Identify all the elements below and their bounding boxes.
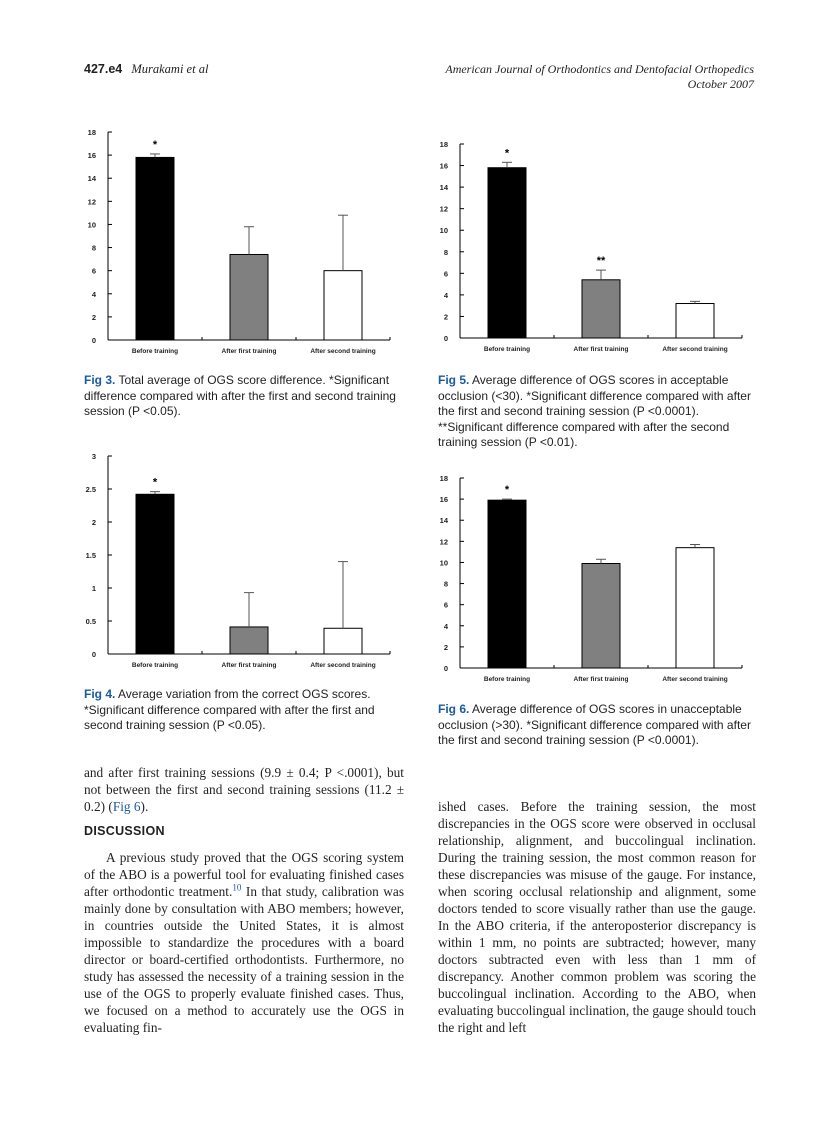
- fig3-y-tick-label: 14: [87, 174, 96, 184]
- fig5-bar: [582, 280, 620, 338]
- fig4-y-tick-label: 2.5: [85, 485, 96, 494]
- issue-date: October 2007: [687, 77, 754, 91]
- fig3-y-tick-label: 12: [87, 197, 96, 207]
- fig4-y-tick-label: 1.5: [85, 551, 96, 560]
- fig6-bar: [676, 548, 714, 668]
- fig3-bar-chart: [60, 120, 410, 360]
- left-p1-text: and after first training sessions (9.9 ± 0.4; P <.0001), but not between the first and second training sessions (11.2 ± 0.2) (: [84, 765, 404, 814]
- fig3-category-label: After first training: [221, 348, 277, 355]
- fig6-caption-label: Fig 6.: [438, 702, 470, 716]
- fig3-category-label: Before training: [131, 348, 179, 355]
- reference-10-link[interactable]: 10: [232, 882, 242, 893]
- fig5-category-label: Before training: [483, 346, 531, 353]
- fig5-y-tick-label: 6: [443, 269, 448, 279]
- fig5-caption-text: Average difference of OGS scores in acceptable occlusion (<30). *Significant difference compared with after the first and second training session (P <0.0001). **Significant difference compared with after the second training session (P <0.01).: [438, 373, 751, 450]
- running-authors: Murakami et al: [131, 62, 209, 76]
- left-p1-tail: ).: [140, 799, 149, 814]
- fig5-y-tick-label: 8: [443, 247, 448, 257]
- fig3-bar: [136, 157, 174, 340]
- fig5-y-tick-label: 4: [443, 290, 448, 300]
- left-p2-tail: In that study, calibration was mainly done by consultation with ABO members; however, in countries outside the United States, it is almost impossible to standardize the procedures with a board director or board-certified orthodontists. Furthermore, no study has assessed the necessity of a training session in the use of the OGS to properly evaluate finished cases. Thus, we focused on a method to accurately use the OGS in evaluating fin-: [84, 884, 404, 1035]
- fig3-y-tick-label: 10: [87, 220, 96, 230]
- fig3-caption-text: Total average of OGS score difference. *Significant difference compared with after the first and second training session (P <0.05).: [84, 373, 396, 419]
- fig5-category-label: After second training: [662, 346, 728, 353]
- fig6-category-label: After first training: [573, 676, 629, 683]
- fig5-caption-label: Fig 5.: [438, 373, 470, 387]
- fig4-category-label: After first training: [221, 662, 277, 669]
- fig4-caption-text: Average variation from the correct OGS scores. *Significant difference compared with after the first and second training session (P <0.05).: [84, 687, 375, 733]
- fig6-y-tick-label: 2: [443, 642, 448, 652]
- fig3-caption-label: Fig 3.: [84, 373, 116, 387]
- fig3-y-tick-label: 8: [91, 243, 96, 253]
- fig5-y-tick-label: 18: [439, 140, 448, 149]
- fig6-y-tick-label: 14: [439, 516, 448, 526]
- fig5-bar: [676, 304, 714, 338]
- fig3-category-label: After second training: [310, 348, 376, 355]
- fig3-y-tick-label: 0: [91, 336, 96, 345]
- fig3-bar: [230, 254, 268, 340]
- fig4-category-label: After second training: [310, 662, 376, 669]
- fig6-link[interactable]: Fig 6: [112, 799, 141, 814]
- journal-title: American Journal of Orthodontics and Dentofacial Orthopedics: [445, 62, 754, 76]
- fig5-y-tick-label: 0: [443, 334, 448, 343]
- fig3-y-tick-label: 6: [91, 266, 96, 276]
- fig4-y-tick-label: 0.5: [85, 617, 96, 626]
- fig6-bar: [582, 564, 620, 669]
- fig3-caption: [84, 373, 404, 420]
- running-header-left: [84, 62, 208, 77]
- fig5-y-tick-label: 16: [439, 161, 448, 171]
- fig6-caption: [438, 702, 756, 749]
- fig4-bar-chart: [60, 444, 410, 676]
- fig5-bar: [488, 168, 526, 338]
- fig6-y-tick-label: 16: [439, 495, 448, 505]
- fig4-caption: [84, 687, 404, 734]
- fig4-category-label: Before training: [131, 662, 179, 669]
- fig4-y-tick-label: 1: [91, 584, 96, 593]
- fig3-y-tick-label: 2: [91, 312, 96, 322]
- fig3-significance-marker: *: [152, 138, 158, 151]
- left-column-paragraph-1: [84, 764, 404, 815]
- fig6-y-tick-label: 8: [443, 579, 448, 589]
- fig4-bar: [324, 628, 362, 654]
- fig5-y-tick-label: 12: [439, 204, 448, 214]
- fig3-bar: [324, 271, 362, 340]
- fig6-y-tick-label: 0: [443, 664, 448, 673]
- fig6-significance-marker: *: [504, 484, 510, 497]
- fig6-bar: [488, 500, 526, 668]
- discussion-heading: DISCUSSION: [84, 824, 165, 838]
- left-p2-text: A previous study proved that the OGS scoring system of the ABO is a powerful tool for evaluating finished cases after orthodontic treatment.: [84, 850, 404, 899]
- running-header-right: [445, 62, 754, 92]
- fig4-y-tick-label: 0: [91, 650, 96, 659]
- fig3-y-tick-label: 18: [87, 128, 96, 137]
- fig5-y-tick-label: 10: [439, 226, 448, 236]
- right-p1-text: ished cases. Before the training session, the most discrepancies in the OGS score were observed in occlusal relationship, alignment, and buccolingual inclination. During the training session, the most common reason for these discrepancies was misuse of the gauge. For instance, when scoring occlusal relationship and alignment, some doctors tended to score visually rather than use the gauge. In the ABO criteria, if the anteroposterior discrepancy is within 1 mm, no points are subtracted; however, many doctors subtracted even with less than 1 mm of discrepancy. Another common problem was scoring the buccolingual inclination. According to the ABO, when evaluating buccolingual inclination, the gauge should touch the right and left: [438, 799, 756, 1035]
- fig4-significance-marker: *: [152, 476, 158, 489]
- fig5-caption: [438, 373, 756, 451]
- fig6-y-tick-label: 6: [443, 600, 448, 610]
- fig5-bar-chart: [412, 132, 762, 362]
- fig3-y-tick-label: 4: [91, 289, 96, 299]
- fig4-y-tick-label: 2: [91, 518, 96, 527]
- fig6-y-tick-label: 12: [439, 537, 448, 547]
- fig5-significance-marker: *: [504, 147, 510, 160]
- fig3-y-tick-label: 16: [87, 151, 96, 161]
- page-number: 427.e4: [84, 62, 123, 76]
- fig5-significance-marker: **: [596, 255, 606, 268]
- fig4-bar: [136, 494, 174, 654]
- fig5-y-tick-label: 2: [443, 312, 448, 322]
- fig6-category-label: Before training: [483, 676, 531, 683]
- fig6-caption-text: Average difference of OGS scores in unacceptable occlusion (>30). *Significant difference compared with after the first and second training session (P <0.0001).: [438, 702, 751, 748]
- fig4-bar: [230, 627, 268, 654]
- fig4-y-tick-label: 3: [91, 452, 96, 461]
- right-column-paragraph-1: [438, 798, 756, 1036]
- fig6-y-tick-label: 10: [439, 558, 448, 568]
- fig6-y-tick-label: 4: [443, 621, 448, 631]
- fig4-caption-label: Fig 4.: [84, 687, 116, 701]
- fig6-y-tick-label: 18: [439, 474, 448, 483]
- fig6-bar-chart: [412, 466, 762, 688]
- fig5-y-tick-label: 14: [439, 183, 448, 193]
- fig5-category-label: After first training: [573, 346, 629, 353]
- left-column-paragraph-2: [84, 849, 404, 1036]
- fig6-category-label: After second training: [662, 676, 728, 683]
